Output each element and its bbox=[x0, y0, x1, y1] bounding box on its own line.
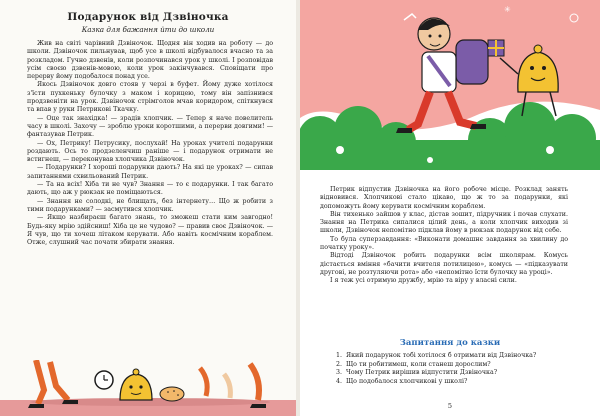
question-item bbox=[336, 352, 576, 361]
story-paragraph: — Знання не солодкі, не блищать, без інтернету… Що ж робити з тими подарунками? — засмутився хлопчик. bbox=[27, 197, 273, 213]
story-paragraph: Якось Дзвіночок довго стояв у черзі в буфет. Йому дуже хотілося з'їсти пухкеньку булочку з маком і корицею, тому він запізнився продзвеніти на урок. Дзвіночок стрімголов мчав коридором, спіткнувся та впав у руки Петрикові Ткачку. bbox=[27, 81, 273, 114]
right-page bbox=[300, 0, 600, 416]
question-number: 3. bbox=[336, 369, 343, 377]
story-paragraph: — Подарунки? І хороші подарунки дають? На які це уроках? — сипав запитаннями схвильований Петрик. bbox=[27, 164, 273, 180]
questions-title: Запитання до казки bbox=[399, 338, 501, 348]
bottom-illustration bbox=[0, 360, 296, 416]
story-title: Подарунок від Дзвіночка bbox=[67, 11, 229, 23]
right-story-text bbox=[320, 186, 568, 286]
story-paragraph: Він тихенько зайшов у клас, дістав зошит, підручник і почав слухати. Знання на Петрика сипалися цілий день, а коли хлопчик виходив зі школи, Дзвіночок непомітно підклав йому в рюкзак подарунок від себе. bbox=[320, 210, 568, 235]
question-item bbox=[336, 378, 576, 387]
question-item bbox=[336, 361, 576, 370]
story-paragraph: Жив на світі чарівний Дзвіночок. Щодня він ходив на роботу — до школи. Дзвіночок пильнував, щоб усе в школі відбувалося вчасно та за розкладом. Гучно дзвенів, коли розпочинався урок у школі. І розповідав усім своєю дзвенів-мовою, коли урок закінчувався. Сповіщати про перерву йому подобалося понад усе. bbox=[27, 40, 273, 81]
bun-illustration bbox=[160, 387, 184, 401]
left-page bbox=[0, 0, 296, 416]
header-illustration bbox=[300, 0, 600, 180]
questions-list bbox=[336, 352, 576, 386]
left-story-text bbox=[27, 40, 273, 247]
story-paragraph: — Оце так знахідка! — зрадів хлопчик. — Тепер я наче повелитель часу в школі. Захочу — зроблю уроки коротшими, а перерви довгими! — фантазував Петрик. bbox=[27, 114, 273, 139]
question-number: 2. bbox=[336, 360, 343, 368]
bell-character-illustration bbox=[120, 369, 152, 400]
story-paragraph: То була суперзавдання: «Виконати домашнє завдання за хвилину до початку уроку». bbox=[320, 235, 568, 252]
story-paragraph: — Та на всіх! Хіба ти не чув? Знання — то є подарунки. І так багато дають, що аж у рюкзак не поміщаються. bbox=[27, 181, 273, 197]
question-text: Який подарунок тобі хотілося б отримати від Дзвіночка? bbox=[346, 352, 537, 359]
svg-text:✳: ✳ bbox=[504, 5, 511, 14]
page-number: 5 bbox=[447, 402, 453, 410]
question-number: 1. bbox=[336, 352, 343, 359]
story-subtitle: Казка для бажання йти до школи bbox=[81, 25, 215, 34]
story-paragraph: Відтоді Дзвіночок робить подарунки всім школярам. Комусь дістається вміння «бачити вчителя потилицею», комусь — «підказувати другові, не розтуляючи рота» або «непомітно їсти булочку на уроці». bbox=[320, 252, 568, 276]
story-paragraph: Петрик відпустив Дзвіночка на його робоче місце. Розклад занять відновився. Хлопчикові стало цікаво, що ж то за подарунки, які допоможуть йому керувати космічним кораблем. bbox=[320, 186, 568, 210]
question-item bbox=[336, 369, 576, 378]
story-paragraph: І я теж усі отримую дружбу, мрію та віру у власні сили. bbox=[330, 277, 517, 285]
story-paragraph: — Ох, Петрику! Петрусику, послухай! На уроках учителі подарунки роздають. Ось то продзеленчиш раніше — і подарунок отримати не встигнеш, — переконував хлопчика Дзвіночок. bbox=[27, 139, 273, 164]
clock-illustration bbox=[95, 371, 113, 389]
question-text: Що подобалося хлопчикові у школі? bbox=[346, 377, 468, 385]
question-text: Чому Петрик вирішив відпустити Дзвіночка? bbox=[346, 369, 498, 377]
question-text: Що ти робитимеш, коли станеш дорослим? bbox=[346, 360, 491, 368]
question-number: 4. bbox=[336, 377, 343, 385]
story-paragraph: — Якщо назбираєш багато знань, то зможеш стати ким завгодно! Будь-яку мрію здійсниш! Хіба це не чудово? — правив своє Дзвіночок. — Я чув, що ти хочеш літаком керувати. Або навіть космічним кораблем. Отже, слушний час почати збирати знання. bbox=[27, 214, 273, 247]
